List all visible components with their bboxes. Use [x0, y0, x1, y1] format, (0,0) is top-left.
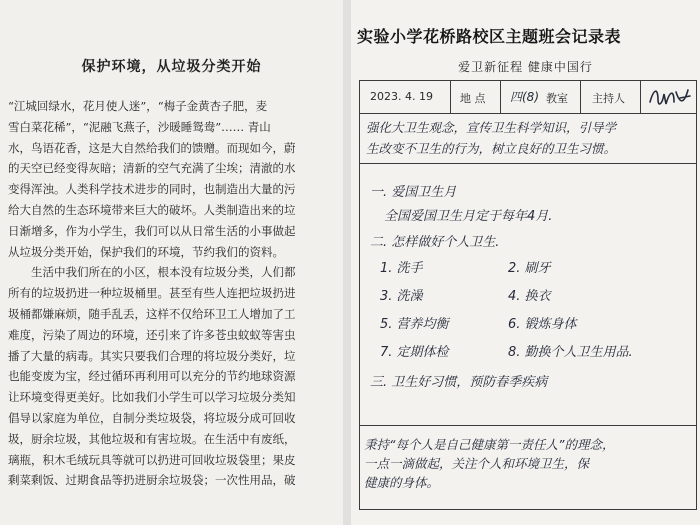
essay-title: 保护环境，从垃圾分类开始	[81, 59, 262, 75]
essay-line: 的天空已经变得灰暗；清新的空气充满了尘埃；清澈的水	[8, 161, 296, 176]
purpose-line: 生改变不卫生的行为，树立良好的卫生习惯。	[366, 141, 617, 156]
habit-item: 6. 锻炼身体	[508, 317, 577, 332]
habit-item: 4. 换衣	[508, 289, 551, 304]
agenda-item-1-detail: 全国爱国卫生月定于每年4月.	[384, 209, 553, 224]
meeting-summary	[364, 435, 696, 492]
essay-line: 剩菜剩饭、过期食品等扔进厨余垃圾袋；一次性用品，破	[8, 473, 296, 488]
purpose-row-line	[360, 163, 696, 164]
location-value: 四(8)	[510, 90, 539, 104]
location-label: 地 点	[460, 92, 486, 105]
essay-line: 倡导以家庭为单位，自制分类垃圾袋，将垃圾分成可回收	[8, 410, 296, 425]
summary-line: 一点一滴做起，关注个人和环境卫生，保	[364, 456, 590, 471]
table-divider	[500, 81, 501, 113]
essay-line: 让环境变得更美好。比如我们小学生可以学习垃圾分类知	[8, 390, 296, 405]
habit-item: 2. 刷牙	[508, 261, 551, 276]
host-label: 主持人	[592, 92, 625, 105]
table-divider	[640, 81, 641, 113]
essay-line: 日渐增多，作为小学生，我们可以从日常生活的小事做起	[8, 223, 296, 238]
host-signature	[646, 84, 692, 110]
record-form-subtitle: 爱卫新征程 健康中国行	[458, 60, 593, 74]
habit-item: 7. 定期体检	[380, 345, 449, 360]
summary-line: 健康的身体。	[364, 475, 440, 490]
summary-line: 秉持“每个人是自己健康第一责任人”的理念，	[364, 437, 615, 452]
essay-line: 生活中我们所在的小区，根本没有垃圾分类，人们都	[8, 265, 296, 280]
summary-row-line	[360, 425, 696, 426]
page-divider	[343, 0, 351, 525]
meeting-record-page	[351, 0, 700, 525]
agenda-item-2: 二. 怎样做好个人卫生.	[370, 235, 500, 250]
essay-line: 变得浑浊。人类科学技术进步的同时，也制造出大量的污	[8, 182, 296, 197]
essay-line: 璃瓶，积木毛绒玩具等就可以扔进可回收垃圾袋里；果皮	[8, 452, 296, 467]
purpose-line: 强化大卫生观念，宣传卫生科学知识，引导学	[366, 120, 617, 135]
essay-line: 给大自然的生态环境带来巨大的破坏。人类制造出来的垃	[8, 202, 296, 217]
record-form-title: 实验小学花桥路校区主题班会记录表	[357, 27, 622, 46]
habit-item: 3. 洗澡	[380, 289, 423, 304]
habit-item: 1. 洗手	[380, 261, 423, 276]
essay-line: 所有的垃圾扔进一种垃圾桶里。甚至有些人连把垃圾扔进	[8, 286, 296, 301]
agenda-item-3: 三. 卫生好习惯，预防春季疾病	[370, 375, 548, 390]
meeting-purpose	[366, 117, 696, 159]
essay-line: 播了大量的病毒。其实只要我们合理的将垃圾分类好，垃	[8, 348, 296, 363]
essay-line: 圾，厨余垃圾，其他垃圾和有害垃圾。在生活中有废纸，	[8, 431, 296, 446]
habit-item: 5. 营养均衡	[380, 317, 449, 332]
essay-line: 难度，污染了周边的环境，还引来了许多苍虫蚊蚁等害虫	[8, 327, 296, 342]
habit-item: 8. 勤换个人卫生用品.	[508, 345, 633, 360]
essay-line: 水，鸟语花香，这是大自然给我们的馈赠。而现如今，蔚	[8, 140, 296, 155]
essay-page	[0, 0, 343, 525]
essay-line: “江城回绿水，花月使人迷”，“梅子金黄杏子肥，麦	[8, 99, 268, 113]
essay-line: 也能变废为宝，经过循环再利用可以充分的节约地球资源	[8, 369, 296, 384]
essay-line: 从垃圾分类开始，保护我们的环境，节约我们的资料。	[8, 244, 284, 259]
room-label: 教室	[546, 92, 568, 105]
header-row-line	[360, 113, 696, 114]
meeting-date: 2023. 4. 19	[370, 90, 433, 103]
agenda-item-1: 一. 爱国卫生月	[370, 185, 457, 200]
table-divider	[580, 81, 581, 113]
essay-line: 圾桶都嫌麻烦，随手乱丢，这样不仅给环卫工人增加了工	[8, 306, 296, 321]
essay-body	[8, 96, 343, 491]
table-divider	[450, 81, 451, 113]
essay-line: 雪白菜花稀”，“泥融飞燕子，沙暖睡鸳鸯”…… 青山	[8, 119, 271, 134]
record-table	[359, 80, 697, 510]
